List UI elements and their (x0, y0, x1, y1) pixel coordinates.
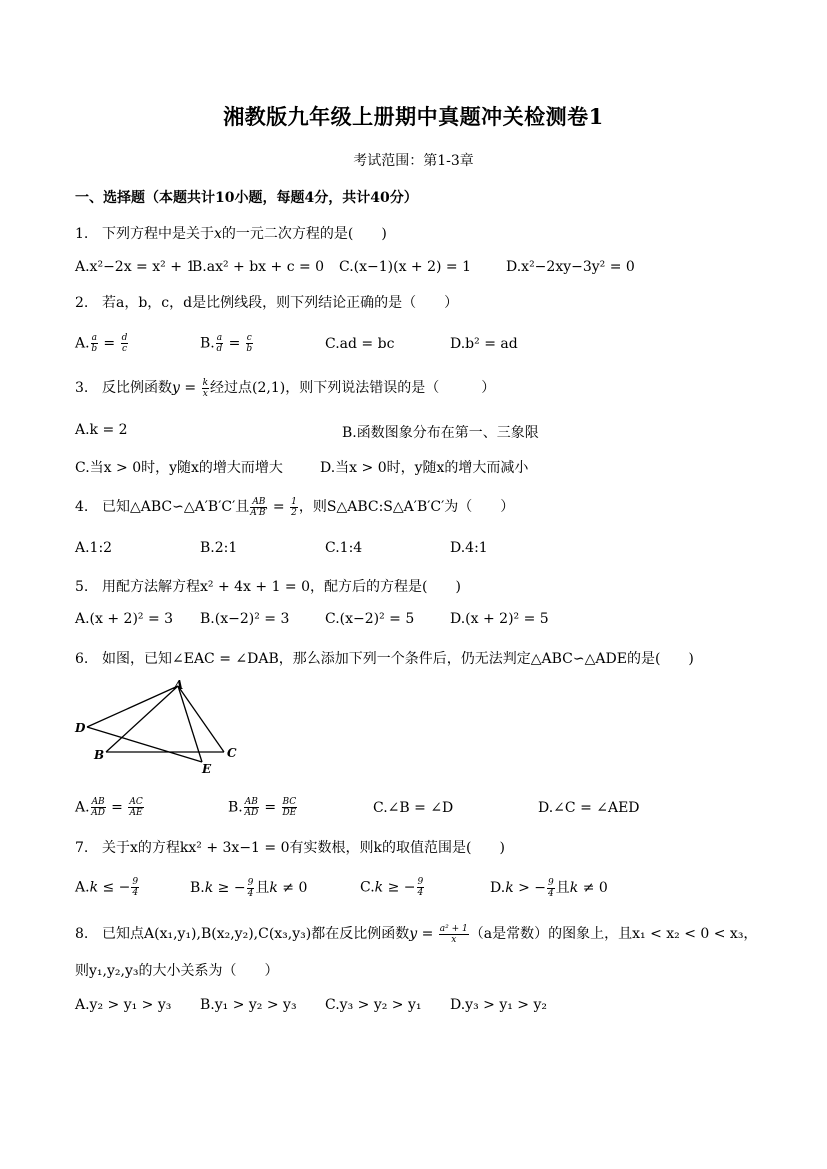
question-stem-end: （a是常数）的图象上，且x₁ < x₂ < 0 < x₃， (469, 926, 758, 942)
segment-ae (178, 686, 202, 762)
vertex-label-e: E (202, 762, 212, 776)
fraction: $\frac{1}{2}$ (291, 496, 297, 518)
question-stem: 反比例函数 (102, 380, 172, 396)
q4-option-c[interactable]: C.1:4 (325, 540, 363, 556)
fraction: $\frac{9}{4}$ (247, 877, 254, 899)
q8-option-a[interactable]: A.y₂ > y₁ > y₃ (75, 997, 172, 1013)
fraction: $\frac{9}{4}$ (548, 877, 554, 899)
vertex-label-d: D (75, 721, 86, 735)
question-stem-end: 经过点(2,1)，则下列说法错误的是（ ） (210, 380, 496, 396)
question-stem: 下列方程中是关于 (102, 226, 214, 242)
q1-option-c[interactable]: C.(x−1)(x + 2) = 1 (339, 259, 472, 275)
question-number: 4. (75, 499, 89, 515)
question-5 (75, 576, 461, 596)
fraction: $\frac{a}{b}$ (91, 333, 98, 354)
question-number: 5. (75, 579, 89, 595)
segment-ad (87, 686, 178, 727)
fraction: $\frac{\text{a² + 1}}{x}$ (439, 923, 468, 945)
fraction: $\frac{AB}{A'B'}$ (250, 496, 268, 518)
question-stem: 已知点A(x₁,y₁),B(x₂,y₂),C(x₃,y₃)都在反比例函数 (102, 926, 410, 942)
question-stem: 关于x的方程kx² + 3x−1 = 0有实数根，则k的取值范围是( ) (102, 840, 505, 856)
exam-scope: 考试范围：第1-3章 (353, 153, 474, 169)
triangle-figure (72, 678, 247, 778)
fraction: $\frac{9}{4}$ (417, 877, 424, 898)
q4-option-a[interactable]: A.1:2 (75, 540, 113, 556)
fraction: $\frac{a}{d}$ (216, 333, 223, 354)
q2-option-b[interactable]: B. $\frac{a}{d}$ = $\frac{c}{b}$ (200, 333, 253, 354)
variable: x (214, 226, 222, 242)
vertex-label-a: A (174, 678, 184, 692)
q3-option-b[interactable]: B.函数图象分布在第一、三象限 (342, 425, 539, 441)
segment-de (87, 727, 202, 762)
fraction: $\frac{BC}{DE}$ (282, 797, 297, 818)
q7-option-a[interactable]: A.k ≤ − $\frac{9}{4}$ (75, 877, 139, 898)
question-number: 2. (75, 295, 89, 311)
question-stem: 用配方法解方程x² + 4x + 1 = 0，配方后的方程是( ) (102, 579, 461, 595)
segment-ab (106, 686, 178, 752)
question-8: 8. 已知点A(x₁,y₁),B(x₂,y₂),C(x₃,y₃)都在反比例函数y = $\frac{\text{a² + 1}}{x}$ （a是常数）的图象上，且x₁ < x₂ < 0 < x₃， (75, 923, 758, 945)
question-8-line-2: 则y₁,y₂,y₃的大小关系为（ ） (75, 963, 279, 979)
fraction: $\frac{AC}{AE}$ (129, 797, 143, 818)
question-number: 7. (75, 840, 89, 856)
fraction: $\frac{AB}{AD}$ (91, 797, 105, 818)
question-number: 1. (75, 226, 89, 242)
fraction: $\frac{c}{b}$ (246, 333, 253, 354)
q5-option-a[interactable]: A.(x + 2)² = 3 (75, 611, 174, 627)
q3-option-a[interactable]: A.k = 2 (75, 422, 128, 438)
q1-option-d[interactable]: D.x²−2xy−3y² = 0 (506, 259, 635, 275)
question-number: 3. (75, 380, 89, 396)
fraction: $\frac{k}{x}$ (202, 377, 209, 399)
q8-option-d[interactable]: D.y₃ > y₁ > y₂ (450, 997, 548, 1013)
q8-option-b[interactable]: B.y₁ > y₂ > y₃ (200, 997, 297, 1013)
question-3: 3. 反比例函数y = $\frac{k}{x}$ 经过点(2,1)，则下列说法错误的是（ ） (75, 377, 496, 399)
question-1 (75, 223, 387, 243)
q5-option-d[interactable]: D.(x + 2)² = 5 (450, 611, 549, 627)
vertex-label-c: C (227, 746, 237, 760)
q4-option-b[interactable]: B.2:1 (200, 540, 238, 556)
question-number: 8. (75, 926, 89, 942)
question-7 (75, 837, 505, 857)
q3-option-c[interactable]: C.当x > 0时，y随x的增大而增大 (75, 460, 283, 476)
fraction: $\frac{9}{4}$ (132, 877, 139, 898)
question-number: 6. (75, 651, 89, 667)
question-6 (75, 648, 694, 668)
q2-option-c[interactable]: C.ad = bc (325, 336, 395, 352)
question-4: 4. 已知△ABC∽△A′B′C′且 $\frac{AB}{A'B'}$ = $\frac{1}{2}$ ，则S△ABC:S△A′B′C′为（ ） (75, 496, 515, 518)
question-stem: 若a，b，c，d是比例线段，则下列结论正确的是（ ） (102, 295, 459, 311)
q4-option-d[interactable]: D.4:1 (450, 540, 488, 556)
q8-option-c[interactable]: C.y₃ > y₂ > y₁ (325, 997, 422, 1013)
q6-option-d[interactable]: D.∠C = ∠AED (538, 800, 640, 816)
q5-option-b[interactable]: B.(x−2)² = 3 (200, 611, 290, 627)
vertex-label-b: B (94, 748, 105, 762)
q7-option-d[interactable]: D.k > − $\frac{9}{4}$ 且k ≠ 0 (490, 877, 608, 899)
q7-option-c[interactable]: C.k ≥ − $\frac{9}{4}$ (360, 877, 424, 898)
fraction: $\frac{d}{c}$ (121, 333, 128, 354)
q1-option-b[interactable]: B.ax² + bx + c = 0 (192, 259, 325, 275)
q6-option-b[interactable]: B. $\frac{AB}{AD}$ = $\frac{BC}{DE}$ (228, 797, 297, 818)
question-stem: 已知△ABC∽△A′B′C′且 (102, 499, 250, 515)
q7-option-b[interactable]: B.k ≥ − $\frac{9}{4}$ 且k ≠ 0 (190, 877, 308, 899)
q1-option-a[interactable]: A.x²−2x = x² + 1 (75, 259, 196, 275)
question-stem-end: ，则S△ABC:S△A′B′C′为（ ） (298, 499, 515, 515)
q5-option-c[interactable]: C.(x−2)² = 5 (325, 611, 415, 627)
q2-option-d[interactable]: D.b² = ad (450, 336, 518, 352)
q6-option-a[interactable]: A. $\frac{AB}{AD}$ = $\frac{AC}{AE}$ (75, 797, 143, 818)
page-title: 湘教版九年级上册期中真题冲关检测卷1 (223, 104, 604, 129)
q2-option-a[interactable]: A. $\frac{a}{b}$ = $\frac{d}{c}$ (75, 333, 128, 354)
question-stem: 如图，已知∠EAC = ∠DAB，那么添加下列一个条件后，仍无法判定△ABC∽△ADE的是( ) (102, 651, 694, 667)
q3-option-d[interactable]: D.当x > 0时，y随x的增大而减小 (320, 460, 529, 476)
question-2 (75, 292, 458, 312)
q6-option-c[interactable]: C.∠B = ∠D (373, 800, 454, 816)
question-stem-end: 的一元二次方程的是( ) (221, 226, 387, 242)
section-heading: 一、选择题（本题共计10小题，每题4分，共计40分） (75, 190, 418, 206)
segment-ac (178, 686, 224, 752)
fraction: $\frac{AB}{AD}$ (244, 797, 259, 818)
